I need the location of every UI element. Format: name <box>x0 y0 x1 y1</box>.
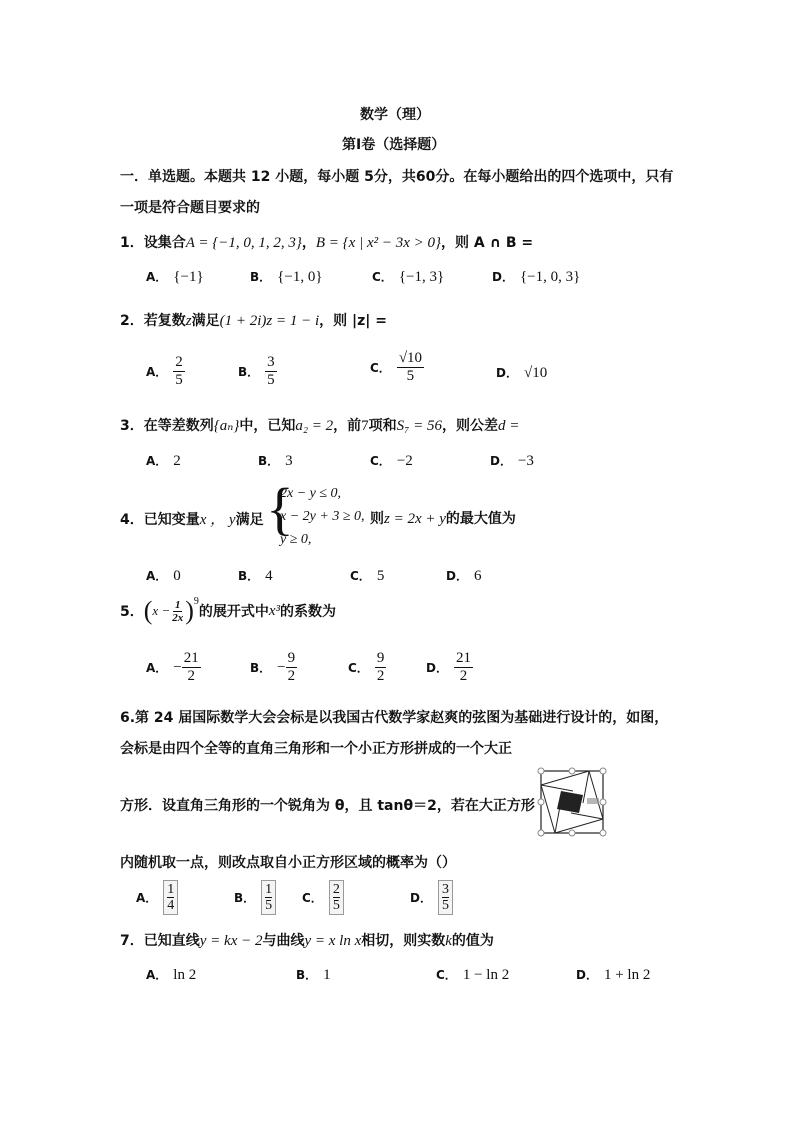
q3-option-a[interactable]: A． 2 <box>146 453 181 469</box>
q6-line-2: 会标是由四个全等的直角三角形和一个小正方形拼成的一个大正 <box>120 741 512 757</box>
q3-option-d[interactable]: D． −3 <box>490 453 534 469</box>
zhao-shuang-diagram <box>535 765 609 839</box>
question-1 <box>120 232 533 252</box>
q4-option-d[interactable]: D． 6 <box>446 568 482 584</box>
q4-option-c[interactable]: C． 5 <box>350 568 385 584</box>
q2-option-a[interactable]: A． $\frac{2}{5}$ <box>146 354 183 388</box>
system-brace: { <box>266 476 294 541</box>
q1-option-a[interactable]: A． {−1} <box>146 269 204 285</box>
q1-option-c[interactable]: C． {−1, 3} <box>372 269 445 285</box>
page-title: 数学（理） <box>360 107 430 123</box>
q7-option-d[interactable]: D． 1 + ln 2 <box>576 967 651 983</box>
q1-set-a: A = {−1, 0, 1, 2, 3} <box>185 235 302 251</box>
q6-line-3: 方形．设直角三角形的一个锐角为 θ，且 tanθ＝2，若在大正方形 <box>120 798 535 814</box>
section-intro-line2: 一项是符合题目要求的 <box>120 200 260 216</box>
question-5: 5． ( x − $\frac{1}{2x}$ ) $^9$ 的展开式中 x³ 的系数为 <box>120 596 337 625</box>
q6-option-c[interactable]: C． $\frac{2}{5}$ <box>302 880 344 915</box>
question-4-tail: 则z = 2x + y的最大值为 <box>370 511 516 527</box>
q1-option-d[interactable]: D． {−1, 0, 3} <box>492 269 581 285</box>
question-2: 2．若复数z满足(1 + 2i)z = 1 − i，则 |z| = <box>120 313 387 329</box>
q1-prefix: 1．设集合 <box>120 235 186 251</box>
q1-set-b: B = {x | x² − 3x > 0} <box>315 235 442 251</box>
q6-line-1: 6.第 24 届国际数学大会会标是以我国古代数学家赵爽的弦图为基础进行设计的，如图， <box>120 710 669 726</box>
q3-option-b[interactable]: B． 3 <box>258 453 293 469</box>
q1-option-b[interactable]: B． {−1, 0} <box>250 269 323 285</box>
q7-option-c[interactable]: C． 1 − ln 2 <box>436 967 510 983</box>
q1-suffix: ，则 A ∩ B = <box>441 235 534 251</box>
q6-option-a[interactable]: A． $\frac{1}{4}$ <box>136 880 178 915</box>
part-title: 第Ⅰ卷（选择题） <box>342 137 446 153</box>
q7-option-a[interactable]: A． ln 2 <box>146 967 197 983</box>
question-3: 3．在等差数列{aₙ}中，已知a₂ = 2，前7项和S₇ = 56，则公差d = <box>120 418 520 434</box>
q7-option-b[interactable]: B． 1 <box>296 967 331 983</box>
q6-option-d[interactable]: D． $\frac{3}{5}$ <box>410 880 453 915</box>
q2-option-c[interactable]: C． $\frac{√10}{5}$ <box>370 350 423 384</box>
q6-option-b[interactable]: B． $\frac{1}{5}$ <box>234 880 276 915</box>
section-intro-line1: 一．单选题。本题共 12 小题，每小题 5分，共60分。在每小题给出的四个选项中，只有 <box>120 169 674 185</box>
q2-option-b[interactable]: B． $\frac{3}{5}$ <box>238 354 275 388</box>
q2-option-d[interactable]: D． √10 <box>496 365 548 381</box>
q5-option-b[interactable]: B． − $\frac{9}{2}$ <box>250 650 296 684</box>
q5-option-d[interactable]: D． $\frac{21}{2}$ <box>426 650 471 684</box>
q5-option-a[interactable]: A． − $\frac{21}{2}$ <box>146 650 199 684</box>
question-7: 7．已知直线y = kx − 2与曲线y = x ln x相切，则实数k的值为 <box>120 933 494 949</box>
q3-option-c[interactable]: C． −2 <box>370 453 413 469</box>
q4-option-a[interactable]: A． 0 <box>146 568 181 584</box>
q6-line-4: 内随机取一点，则改点取自小正方形区域的概率为（） <box>120 855 456 871</box>
question-4-lead: 4．已知变量x ， y满足 <box>120 512 264 528</box>
q4-option-b[interactable]: B． 4 <box>238 568 273 584</box>
q1-separator: ， <box>301 235 316 251</box>
q4-constraints: 2x − y ≤ 0, x − 2y + 3 ≥ 0, y ≥ 0, <box>280 486 365 547</box>
q5-option-c[interactable]: C． $\frac{9}{2}$ <box>348 650 385 684</box>
